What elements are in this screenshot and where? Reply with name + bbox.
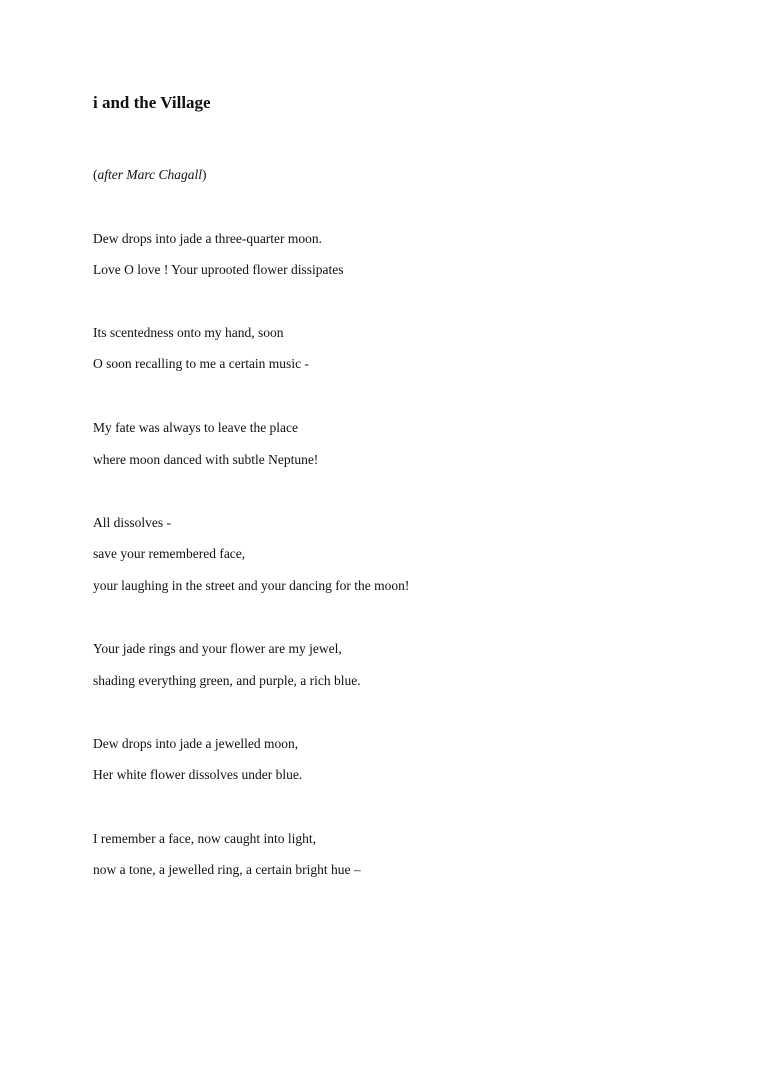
poem-line: Its scentedness onto my hand, soon: [93, 325, 284, 340]
poem-line: Dew drops into jade a three-quarter moon.: [93, 231, 323, 246]
poem-line: shading everything green, and purple, a rich blue.: [93, 673, 361, 688]
poem-line: Your jade rings and your flower are my jewel,: [93, 641, 342, 656]
poem-line: My fate was always to leave the place: [93, 420, 299, 435]
poem-line: where moon danced with subtle Neptune!: [93, 452, 319, 467]
poem-line: save your remembered face,: [93, 546, 246, 561]
poem-line: I remember a face, now caught into light,: [93, 831, 317, 846]
poem-line: All dissolves -: [93, 515, 172, 530]
poem-line: Dew drops into jade a jewelled moon,: [93, 736, 299, 751]
poem-line: your laughing in the street and your dancing for the moon!: [93, 578, 410, 593]
poem-line: O soon recalling to me a certain music -: [93, 356, 309, 371]
dedication-text: after Marc Chagall: [97, 167, 202, 182]
poem-line: Her white flower dissolves under blue.: [93, 767, 303, 782]
poem-title: i and the Village: [93, 93, 211, 112]
dedication-open-paren: (: [93, 167, 98, 182]
poem-dedication: [93, 166, 207, 184]
poem-line: now a tone, a jewelled ring, a certain bright hue –: [93, 862, 361, 877]
dedication-close-paren: ): [202, 167, 207, 182]
poem-line: Love O love ! Your uprooted flower dissipates: [93, 262, 344, 277]
